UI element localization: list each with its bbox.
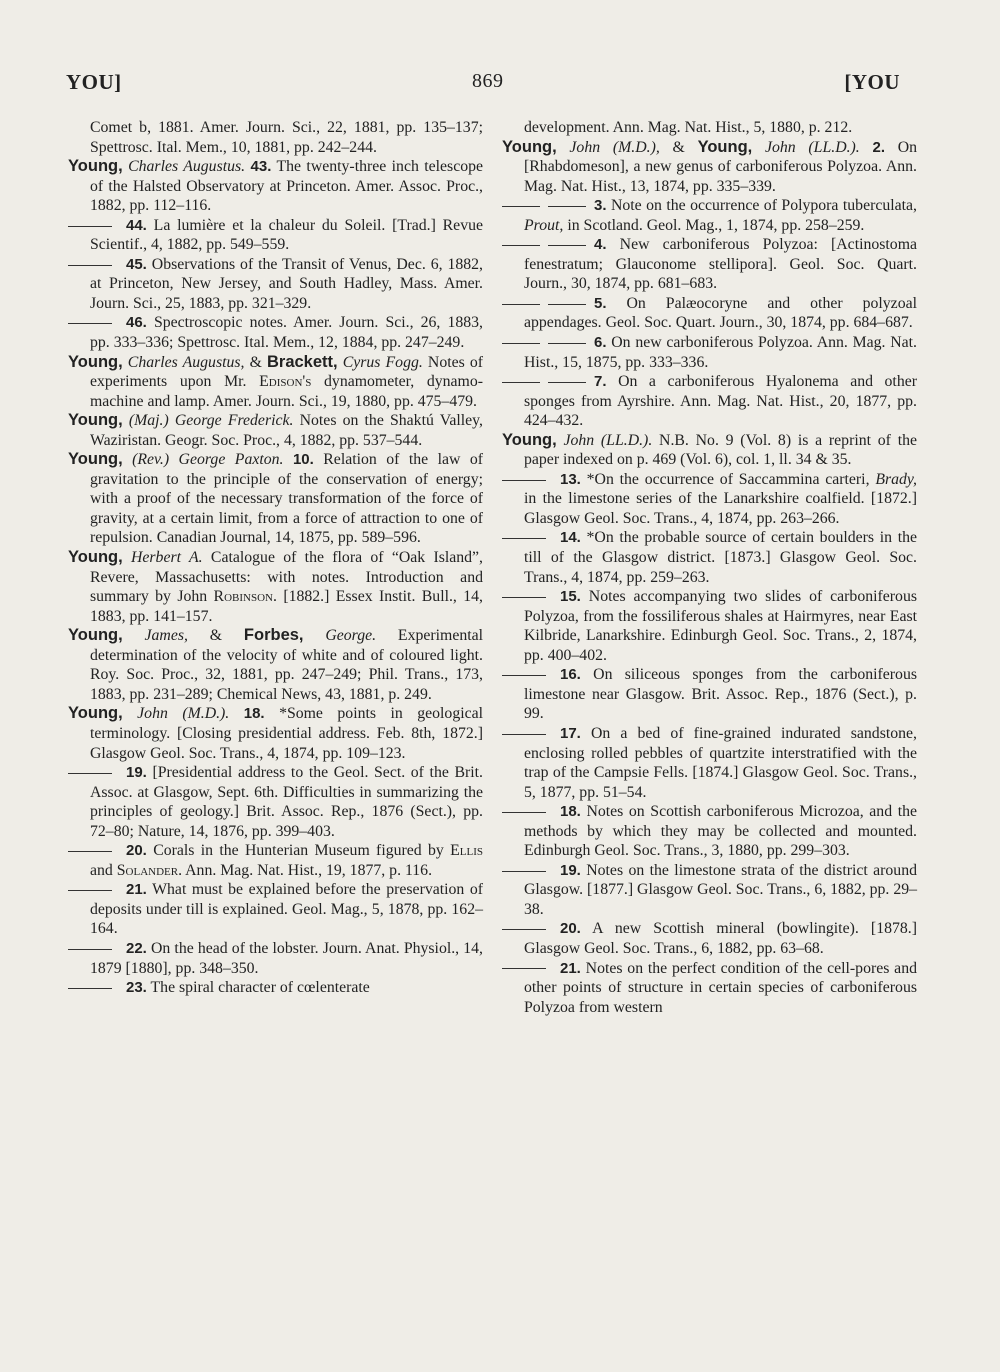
entry-item: 4. New carboniferous Polyzoa: [Actinostoma fenestratum; Glauconome stellipora]. Geol. Soc. Quart. Journ., 30, 1874, pp. 681–683. — [502, 235, 917, 294]
entry-young-charles-augustus: Young, Charles Augustus. 43. The twenty-three inch telescope of the Halsted Observatory at Princeton. Amer. Assoc. Proc., 1882, pp. 112–116. — [68, 157, 484, 215]
entry-item: 3. Note on the occurrence of Polypora tuberculata, Prout, in Scotland. Geol. Mag., 1, 1874, pp. 258–259. — [502, 196, 917, 235]
entry-item: 16. On siliceous sponges from the carboniferous limestone near Glasgow. Brit. Assoc. Rep., 1876 (Sect.), p. 99. — [502, 665, 917, 724]
entry-item: 21. Notes on the perfect condition of the cell-pores and other points of structure in certain species of carboniferous Polyzoa from western — [502, 959, 917, 1018]
entry-item: 20. Corals in the Hunterian Museum figured by Ellis and Solander. Ann. Mag. Nat. Hist., 19, 1877, p. 116. — [68, 841, 483, 880]
entry-item: 15. Notes accompanying two slides of carboniferous Polyzoa, from the fossiliferous shales at Hairmyres, near East Kilbride, Lanarkshire. Edinburgh Geol. Soc. Trans., 2, 1874, pp. 400–402. — [502, 587, 917, 665]
entry-item: 18. Notes on Scottish carboniferous Microzoa, and the methods by which they may be collected and mounted. Edinburgh Geol. Soc. Trans., 3, 1880, pp. 299–303. — [502, 802, 917, 861]
entry-item: 44. La lumière et la chaleur du Soleil. [Trad.] Revue Scientif., 4, 1882, pp. 549–559. — [68, 216, 483, 255]
entry-young-george-paxton: Young, (Rev.) George Paxton. 10. Relation of the law of gravitation to the principle of the conservation of energy; with a proof of the necessary transformation of the force of gravity, at a certain limit, from a force of attraction to one of repulsion. Canadian Journal, 14, 1875, pp. 589–596. — [68, 450, 484, 547]
entry-item: 19. [Presidential address to the Geol. Sect. of the Brit. Assoc. at Glasgow, Sept. 6th. Difficulties in summarizing the principles of geology.] Brit. Assoc. Rep., 1876 (Sect.), pp. 72–80; Nature, 14, 1876, pp. 399–403. — [68, 763, 483, 841]
headword: Young, — [68, 157, 123, 176]
entry-item: 23. The spiral character of cœlenterate — [68, 978, 483, 998]
entry-item: 22. On the head of the lobster. Journ. Anat. Physiol., 14, 1879 [1880], pp. 348–350. — [68, 939, 483, 978]
entry-item: 17. On a bed of fine-grained indurated sandstone, enclosing rolled pebbles of quartzite interstratified with the trap of the Campsie Fells. [1874.] Glasgow Geol. Soc. Trans., 5, 1877, pp. 51–54. — [502, 724, 917, 802]
entry-young-john-lld: Young, John (LL.D.). N.B. No. 9 (Vol. 8) is a reprint of the paper indexed on p. 469 (Vol. 6), col. 1, ll. 34 & 35. — [502, 430, 917, 469]
running-head-left: YOU] — [66, 70, 122, 94]
entry-item: 14. *On the probable source of certain boulders in the till of the Glasgow district. [1873.] Glasgow Geol. Soc. Trans., 4, 1874, pp. 259–263. — [502, 528, 917, 587]
entry-item: 6. On new carboniferous Polyzoa. Ann. Mag. Nat. Hist., 15, 1875, pp. 333–336. — [502, 333, 917, 372]
entry-young-george-frederick: Young, (Maj.) George Frederick. Notes on the Shaktú Valley, Waziristan. Geogr. Soc. Proc., 4, 1882, pp. 537–544. — [68, 411, 483, 449]
entry-item: 45. Observations of the Transit of Venus, Dec. 6, 1882, at Princeton, New Jersey, and South Hadley, Mass. Amer. Journ. Sci., 25, 1883, pp. 321–329. — [68, 255, 483, 314]
right-column — [502, 118, 917, 1017]
entry-item: 19. Notes on the limestone strata of the district around Glasgow. [1877.] Glasgow Geol. Soc. Trans., 6, 1882, pp. 29–38. — [502, 861, 917, 920]
entry-young-young: Young, John (M.D.), & Young, John (LL.D.). 2. On [Rhabdomeson], a new genus of carboniferous Polyzoa. Ann. Mag. Nat. Hist., 13, 1874, pp. 335–339. — [502, 137, 918, 195]
left-column — [68, 118, 483, 998]
entry-item: 13. *On the occurrence of Saccammina carteri, Brady, in the limestone series of the Lanarkshire coalfield. [1872.] Glasgow Geol. Soc. Trans., 4, 1874, pp. 263–266. — [502, 470, 917, 529]
entry-young-john-md: Young, John (M.D.). 18. *Some points in geological terminology. [Closing presidential address. Feb. 8th, 1872.] Glasgow Geol. Soc. Trans., 4, 1874, pp. 109–123. — [68, 704, 484, 762]
entry-young-brackett: Young, Charles Augustus, & Brackett, Cyrus Fogg. Notes of experiments upon Mr. Edison's dynamometer, dynamo-machine and lamp. Amer. Journ. Sci., 19, 1880, pp. 475–479. — [68, 352, 484, 410]
entry-item: 5. On Palæocoryne and other polyzoal appendages. Geol. Soc. Quart. Journ., 30, 1874, pp. 684–687. — [502, 294, 917, 333]
entry-young-forbes: Young, James, & Forbes, George. Experimental determination of the velocity of white and of coloured light. Roy. Soc. Proc., 32, 1881, pp. 247–249; Phil. Trans., 173, 1883, pp. 231–289; Chemical News, 43, 1881, p. 249. — [68, 626, 484, 703]
running-head-right: [YOU — [844, 70, 900, 94]
entry-continuation: development. Ann. Mag. Nat. Hist., 5, 1880, p. 212. — [524, 119, 853, 136]
entry-item: 21. What must be explained before the preservation of deposits under till is explained. Geol. Mag., 5, 1878, pp. 162–164. — [68, 880, 483, 939]
entry-continuation: Comet b, 1881. Amer. Journ. Sci., 22, 1881, pp. 135–137; Spettrosc. Ital. Mem., 10, 1881, pp. 242–244. — [90, 119, 483, 156]
entry-item: 46. Spectroscopic notes. Amer. Journ. Sci., 26, 1883, pp. 333–336; Spettrosc. Ital. Mem., 12, 1884, pp. 247–249. — [68, 313, 483, 352]
entry-item: 7. On a carboniferous Hyalonema and other sponges from Ayrshire. Ann. Mag. Nat. Hist., 20, 1877, pp. 424–432. — [502, 372, 917, 431]
entry-young-herbert: Young, Herbert A. Catalogue of the flora of “Oak Island”, Revere, Massachusetts: with notes. Introduction and summary by John Robinson. [1882.] Essex Instit. Bull., 14, 1883, pp. 141–157. — [68, 548, 484, 625]
page-number: 869 — [472, 70, 504, 92]
entry-item: 20. A new Scottish mineral (bowlingite). [1878.] Glasgow Geol. Soc. Trans., 6, 1882, pp. 63–68. — [502, 919, 917, 958]
